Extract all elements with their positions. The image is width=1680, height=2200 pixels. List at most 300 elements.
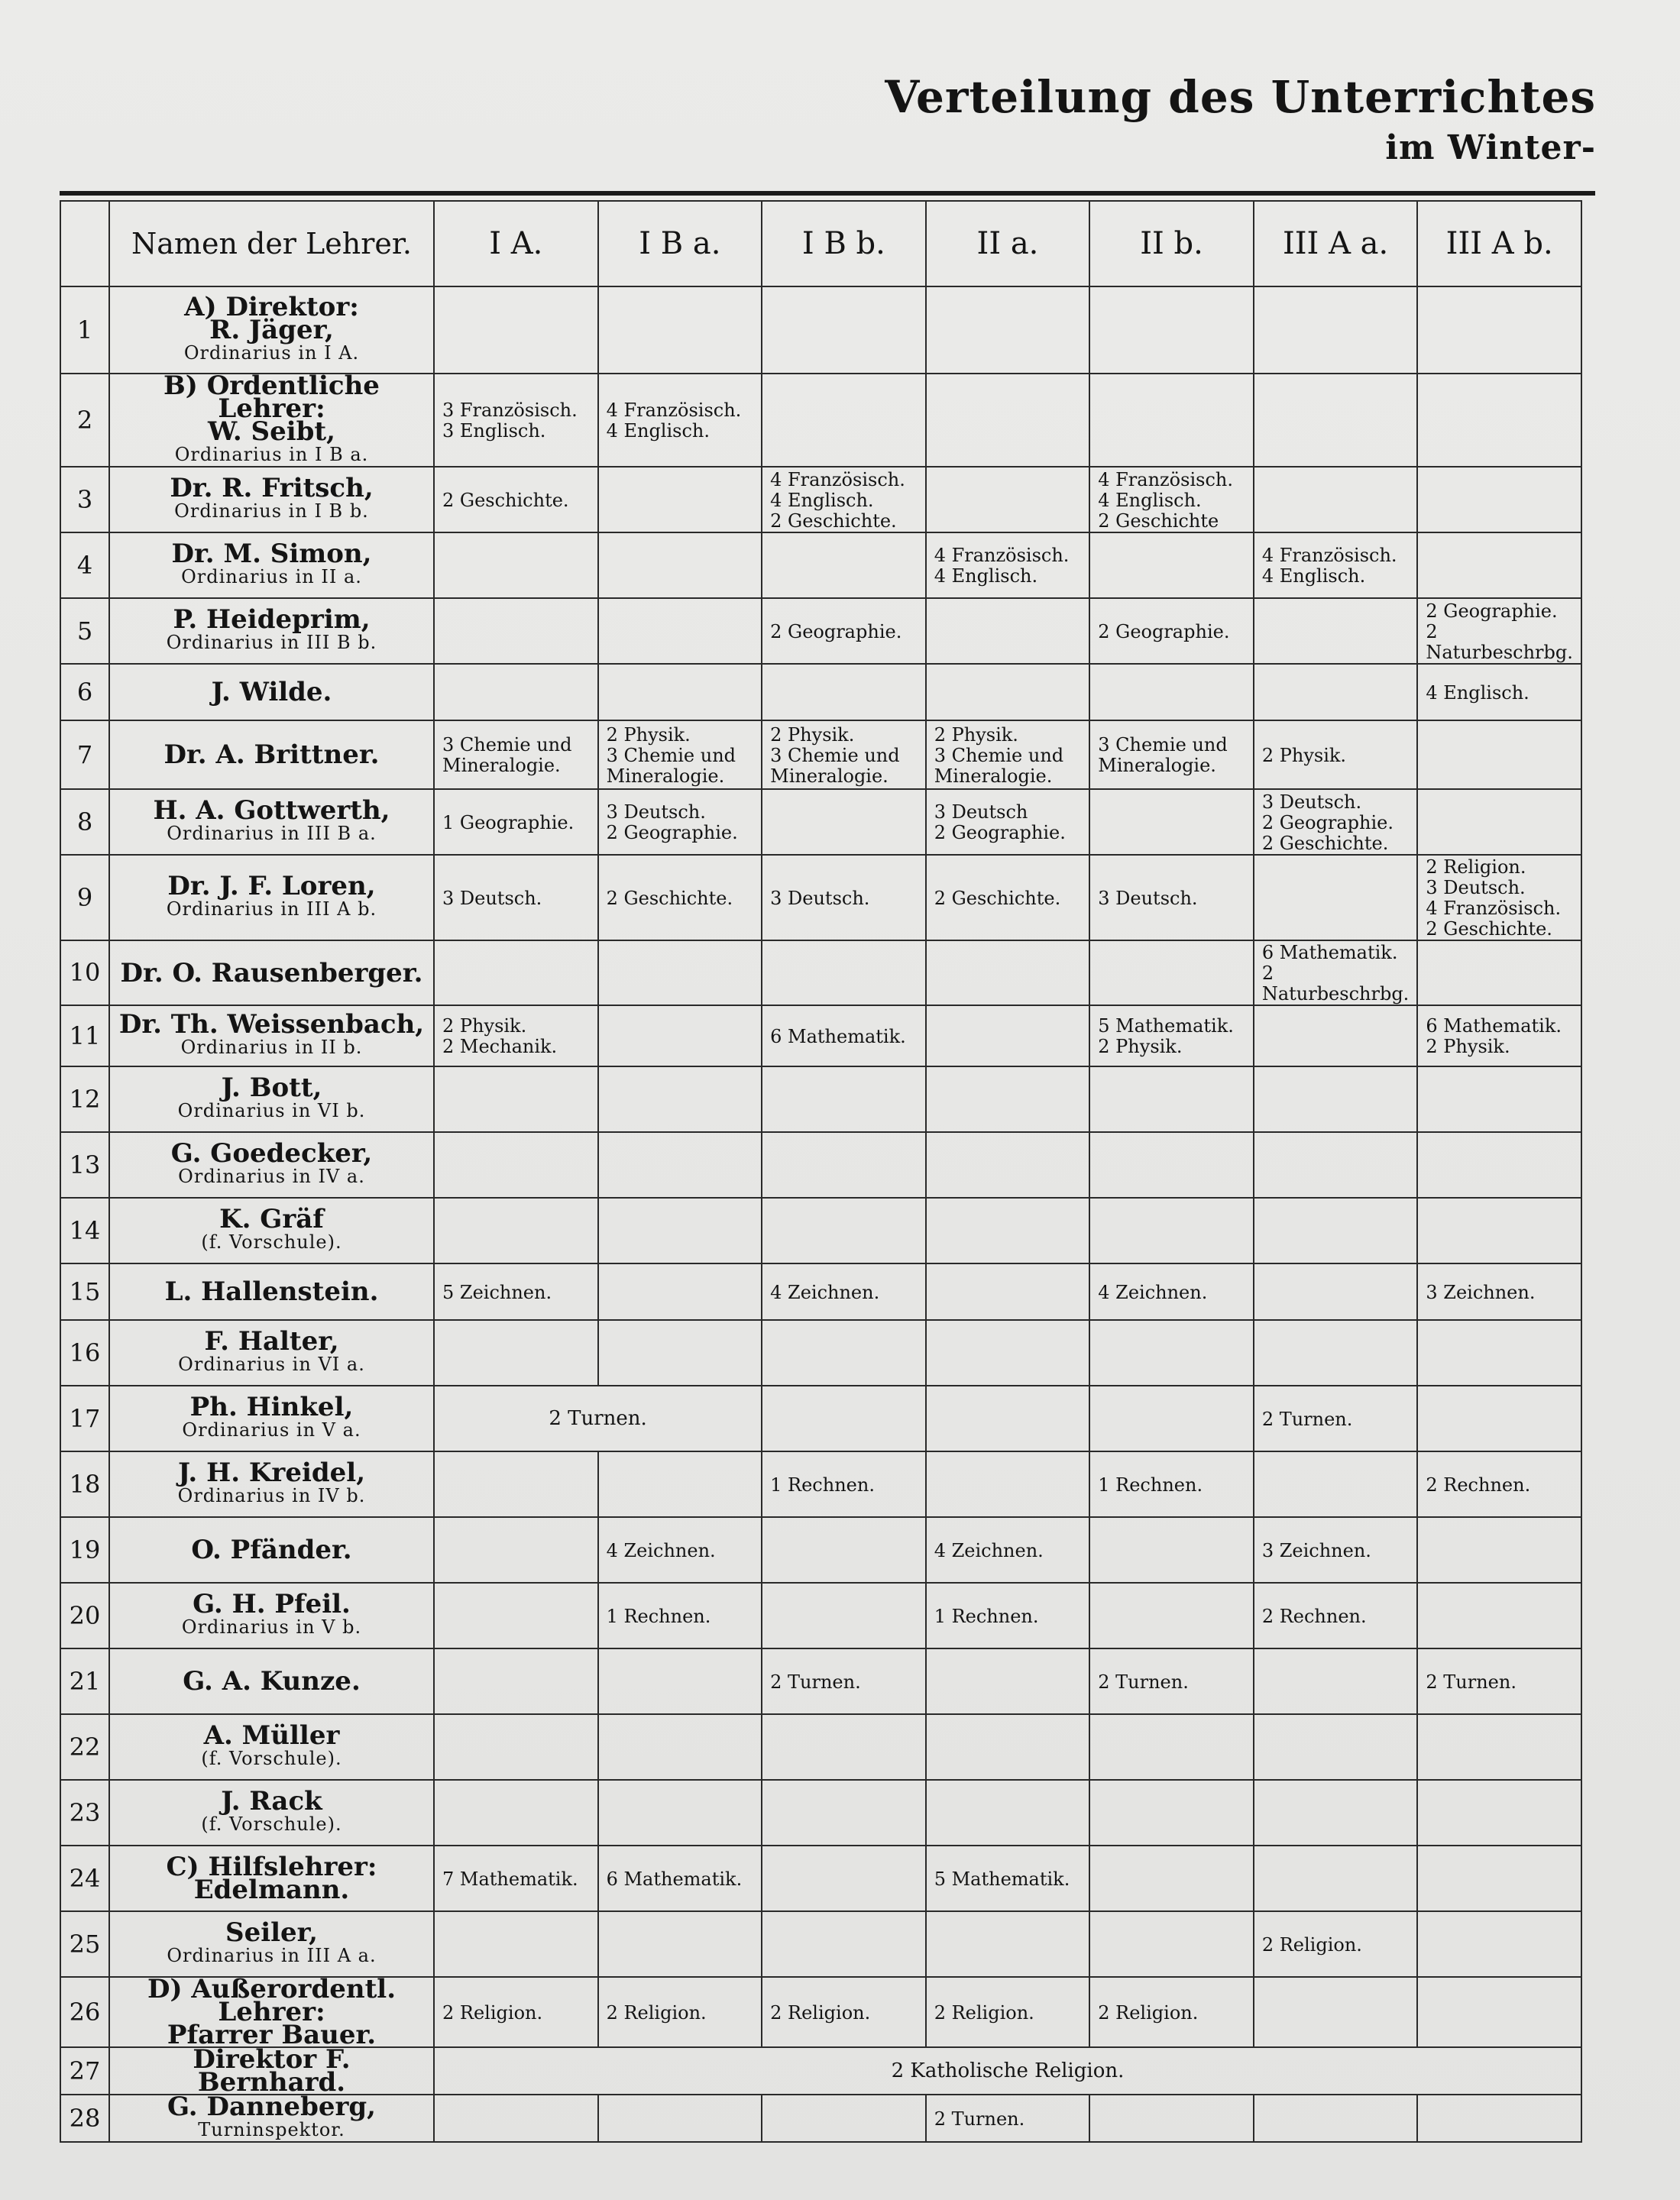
subject-cell — [1417, 286, 1581, 374]
subject-cell — [1417, 1977, 1581, 2047]
subject-cell: 2 Religion. — [762, 1977, 926, 2047]
row-number: 28 — [60, 2095, 109, 2142]
teacher-cell — [109, 1132, 434, 1198]
teacher-ordinarius: Ordinarius in I A. — [183, 342, 360, 364]
subject-cell: 1 Geographie. — [434, 789, 598, 855]
teacher-ordinarius: Ordinarius in V b. — [181, 1616, 362, 1638]
header-iba: I B a. — [598, 201, 762, 286]
subject-cell — [762, 2095, 926, 2142]
merged-subject-cell: 2 Turnen. — [434, 1386, 762, 1451]
row-number: 25 — [60, 1911, 109, 1977]
header-iia: II a. — [926, 201, 1090, 286]
subject-cell: 3 Deutsch. — [762, 855, 926, 940]
row-number: 23 — [60, 1780, 109, 1846]
teacher-cell — [109, 1780, 434, 1846]
teacher-name: Dr. M. Simon, — [171, 539, 372, 569]
table-row — [60, 1648, 1581, 1714]
subject-cell — [1089, 374, 1254, 467]
table-row — [60, 1714, 1581, 1780]
subject-cell — [598, 598, 762, 664]
subject-cell — [762, 1714, 926, 1780]
subject-cell: 3 Chemie und Mineralogie. — [1089, 720, 1254, 789]
subject-cell — [1417, 1320, 1581, 1386]
row-number: 20 — [60, 1583, 109, 1648]
subject-cell — [762, 1846, 926, 1911]
subject-cell — [1254, 1714, 1418, 1780]
teacher-ordinarius: Ordinarius in VI a. — [178, 1354, 365, 1375]
subject-cell: 2 Geschichte. — [926, 855, 1090, 940]
subject-cell — [598, 532, 762, 598]
table-row — [60, 1846, 1581, 1911]
subject-cell: 2 Physik. 3 Chemie und Mineralogie. — [926, 720, 1090, 789]
subject-cell — [1417, 1846, 1581, 1911]
teacher-ordinarius: Turninspektor. — [198, 2119, 345, 2140]
teacher-cell — [109, 1517, 434, 1583]
teacher-cell — [109, 598, 434, 664]
subject-cell: 5 Zeichnen. — [434, 1263, 598, 1320]
subject-cell — [1417, 789, 1581, 855]
subject-cell — [1254, 1198, 1418, 1263]
subject-cell — [926, 1198, 1090, 1263]
subject-cell — [598, 940, 762, 1005]
subject-cell: 4 Zeichnen. — [762, 1263, 926, 1320]
subject-cell — [1089, 1066, 1254, 1132]
subject-cell — [762, 1386, 926, 1451]
subject-cell: 2 Religion. — [598, 1977, 762, 2047]
teacher-category: B) Ordentliche Lehrer: — [163, 374, 380, 424]
subject-cell — [1089, 286, 1254, 374]
subject-cell — [1254, 1066, 1418, 1132]
teacher-name: G. Danneberg, — [167, 2095, 376, 2122]
subject-cell — [434, 1648, 598, 1714]
table-row — [60, 789, 1581, 855]
table-row — [60, 720, 1581, 789]
subject-cell — [762, 1198, 926, 1263]
row-number: 2 — [60, 374, 109, 467]
row-number: 26 — [60, 1977, 109, 2047]
subject-cell — [1089, 1714, 1254, 1780]
subject-cell — [1089, 532, 1254, 598]
schedule-table — [60, 200, 1582, 2143]
subject-cell — [1089, 789, 1254, 855]
table-row — [60, 1583, 1581, 1648]
row-number: 1 — [60, 286, 109, 374]
teacher-cell — [109, 664, 434, 720]
teacher-name: Direktor F. Bernhard. — [193, 2047, 351, 2095]
table-row — [60, 1263, 1581, 1320]
subject-cell: 2 Turnen. — [1089, 1648, 1254, 1714]
teacher-ordinarius: Ordinarius in II a. — [181, 566, 362, 587]
subject-cell — [1417, 1066, 1581, 1132]
subject-cell: 5 Mathematik. — [926, 1846, 1090, 1911]
table-body — [60, 286, 1581, 2142]
header-iiiab: III A b. — [1417, 201, 1581, 286]
subject-cell — [598, 1132, 762, 1198]
subject-cell: 2 Physik. 3 Chemie und Mineralogie. — [762, 720, 926, 789]
subject-cell: 2 Turnen. — [1254, 1386, 1418, 1451]
teacher-name: L. Hallenstein. — [164, 1276, 379, 1307]
teacher-ordinarius: Ordinarius in IV b. — [177, 1485, 366, 1506]
row-number: 22 — [60, 1714, 109, 1780]
subject-cell — [598, 1714, 762, 1780]
teacher-name: J. Bott, — [221, 1072, 322, 1103]
subject-cell — [1417, 1386, 1581, 1451]
table-row — [60, 1132, 1581, 1198]
teacher-cell — [109, 2095, 434, 2142]
subject-cell — [1089, 664, 1254, 720]
teacher-cell — [109, 1263, 434, 1320]
subject-cell — [1254, 1132, 1418, 1198]
subject-cell — [1417, 1132, 1581, 1198]
subject-cell — [762, 1320, 926, 1386]
subject-cell: 2 Geographie. 2 Naturbeschrbg. — [1417, 598, 1581, 664]
table-row — [60, 1780, 1581, 1846]
teacher-ordinarius: Ordinarius in III A b. — [166, 898, 377, 920]
teacher-name: J. H. Kreidel, — [177, 1458, 366, 1488]
teacher-name: R. Jäger, — [209, 315, 334, 345]
teacher-name: Dr. J. F. Loren, — [167, 871, 376, 901]
teacher-cell — [109, 1977, 434, 2047]
subject-cell — [434, 1517, 598, 1583]
teacher-name: Dr. O. Rausenberger. — [120, 957, 423, 988]
subject-cell — [762, 1066, 926, 1132]
subject-cell — [762, 286, 926, 374]
subject-cell — [1089, 1132, 1254, 1198]
subject-cell: 3 Zeichnen. — [1417, 1263, 1581, 1320]
subject-cell — [598, 286, 762, 374]
subject-cell — [762, 374, 926, 467]
subject-cell: 3 Deutsch. — [1089, 855, 1254, 940]
subject-cell: 4 Französisch. 4 Englisch. — [598, 374, 762, 467]
teacher-name: Dr. Th. Weissenbach, — [118, 1009, 425, 1040]
teacher-ordinarius: Ordinarius in V a. — [182, 1419, 361, 1441]
row-number: 9 — [60, 855, 109, 940]
table-row — [60, 532, 1581, 598]
teacher-name: G. H. Pfeil. — [193, 1589, 351, 1619]
teacher-ordinarius: Ordinarius in III A a. — [167, 1945, 377, 1966]
header-iiiaa: III A a. — [1254, 201, 1418, 286]
subject-cell — [434, 1780, 598, 1846]
subject-cell: 2 Rechnen. — [1254, 1583, 1418, 1648]
subject-cell — [1254, 1977, 1418, 2047]
subject-cell — [926, 1263, 1090, 1320]
subject-cell: 2 Religion. — [1254, 1911, 1418, 1977]
teacher-ordinarius: (f. Vorschule). — [201, 1231, 342, 1253]
subject-cell — [434, 1911, 598, 1977]
subject-cell — [434, 1714, 598, 1780]
teacher-name: P. Heideprim, — [173, 604, 371, 635]
subject-cell — [598, 1263, 762, 1320]
subject-cell — [762, 1132, 926, 1198]
subject-cell — [1254, 467, 1418, 532]
subject-cell — [434, 664, 598, 720]
subject-cell — [926, 1005, 1090, 1066]
subject-cell — [434, 286, 598, 374]
subject-cell — [1417, 1714, 1581, 1780]
teacher-cell — [109, 1005, 434, 1066]
subject-cell: 2 Religion. 3 Deutsch. 4 Französisch. 2 Geschichte. — [1417, 855, 1581, 940]
subject-cell — [762, 940, 926, 1005]
subject-cell: 6 Mathematik. 2 Naturbeschrbg. — [1254, 940, 1418, 1005]
subject-cell — [598, 664, 762, 720]
table-row — [60, 1977, 1581, 2047]
subject-cell: 4 Französisch. 4 Englisch. 2 Geschichte — [1089, 467, 1254, 532]
teacher-cell — [109, 286, 434, 374]
subject-cell — [1417, 1517, 1581, 1583]
subject-cell: 1 Rechnen. — [762, 1451, 926, 1517]
subject-cell — [926, 1780, 1090, 1846]
teacher-ordinarius: Ordinarius in I B b. — [174, 500, 369, 522]
row-number: 21 — [60, 1648, 109, 1714]
subject-cell: 2 Turnen. — [1417, 1648, 1581, 1714]
subject-cell — [434, 1583, 598, 1648]
page-subtitle: im Winter- — [1385, 128, 1596, 167]
teacher-ordinarius: (f. Vorschule). — [201, 1813, 342, 1835]
teacher-cell — [109, 1583, 434, 1648]
subject-cell: 3 Zeichnen. — [1254, 1517, 1418, 1583]
subject-cell — [434, 1066, 598, 1132]
subject-cell: 3 Deutsch. 2 Geographie. 2 Geschichte. — [1254, 789, 1418, 855]
subject-cell: 2 Turnen. — [926, 2095, 1090, 2142]
table-row — [60, 286, 1581, 374]
teacher-name: K. Gräf — [219, 1204, 324, 1234]
subject-cell: 3 Deutsch 2 Geographie. — [926, 789, 1090, 855]
subject-cell: 6 Mathematik. — [598, 1846, 762, 1911]
subject-cell — [1089, 1517, 1254, 1583]
subject-cell — [1254, 664, 1418, 720]
subject-cell — [926, 1451, 1090, 1517]
subject-cell — [926, 1386, 1090, 1451]
subject-cell: 3 Französisch. 3 Englisch. — [434, 374, 598, 467]
subject-cell — [1089, 1198, 1254, 1263]
subject-cell: 3 Chemie und Mineralogie. — [434, 720, 598, 789]
subject-cell: 2 Geographie. — [1089, 598, 1254, 664]
subject-cell — [1417, 1780, 1581, 1846]
row-number: 3 — [60, 467, 109, 532]
row-number: 17 — [60, 1386, 109, 1451]
subject-cell — [434, 2095, 598, 2142]
teacher-cell — [109, 1911, 434, 1977]
subject-cell — [762, 1780, 926, 1846]
subject-cell: 4 Zeichnen. — [598, 1517, 762, 1583]
subject-cell: 4 Französisch. 4 Englisch. — [1254, 532, 1418, 598]
subject-cell — [926, 1648, 1090, 1714]
teacher-name: G. Goedecker, — [170, 1138, 373, 1169]
subject-cell — [434, 1320, 598, 1386]
subject-cell: 3 Deutsch. — [434, 855, 598, 940]
subject-cell — [1417, 374, 1581, 467]
table-row — [60, 2095, 1581, 2142]
subject-cell — [1089, 1386, 1254, 1451]
subject-cell — [598, 1451, 762, 1517]
teacher-cell — [109, 467, 434, 532]
row-number: 5 — [60, 598, 109, 664]
subject-cell — [1254, 1005, 1418, 1066]
teacher-name: A. Müller — [203, 1720, 340, 1751]
subject-cell — [762, 1517, 926, 1583]
table-row — [60, 1911, 1581, 1977]
subject-cell — [1254, 286, 1418, 374]
subject-cell: 2 Religion. — [434, 1977, 598, 2047]
subject-cell — [926, 1911, 1090, 1977]
row-number: 4 — [60, 532, 109, 598]
teacher-category: D) Außerordentl. Lehrer: — [147, 1977, 397, 2027]
teacher-name: Edelmann. — [193, 1875, 350, 1905]
subject-cell — [1417, 532, 1581, 598]
subject-cell — [762, 532, 926, 598]
subject-cell — [1254, 374, 1418, 467]
table-row — [60, 467, 1581, 532]
teacher-cell — [109, 1320, 434, 1386]
header-ia: I A. — [434, 201, 598, 286]
teacher-cell — [109, 2047, 434, 2095]
subject-cell: 2 Geographie. — [762, 598, 926, 664]
teacher-cell — [109, 532, 434, 598]
teacher-cell — [109, 374, 434, 467]
subject-cell: 2 Turnen. — [762, 1648, 926, 1714]
table-row — [60, 1517, 1581, 1583]
subject-cell — [598, 1911, 762, 1977]
subject-cell — [598, 1005, 762, 1066]
subject-cell — [1254, 1451, 1418, 1517]
subject-cell: 6 Mathematik. 2 Physik. — [1417, 1005, 1581, 1066]
subject-cell — [1089, 2095, 1254, 2142]
subject-cell — [926, 1066, 1090, 1132]
teacher-name: Pfarrer Bauer. — [167, 2020, 377, 2047]
subject-cell — [598, 467, 762, 532]
subject-cell — [1254, 1846, 1418, 1911]
subject-cell — [434, 1451, 598, 1517]
teacher-cell — [109, 855, 434, 940]
teacher-name: Dr. A. Brittner. — [163, 739, 380, 770]
subject-cell — [1254, 855, 1418, 940]
row-number: 14 — [60, 1198, 109, 1263]
subject-cell: 2 Geschichte. — [598, 855, 762, 940]
teacher-cell — [109, 789, 434, 855]
row-number: 18 — [60, 1451, 109, 1517]
subject-cell — [1089, 1583, 1254, 1648]
subject-cell — [1417, 1911, 1581, 1977]
subject-cell — [434, 532, 598, 598]
subject-cell — [1089, 1911, 1254, 1977]
row-number: 13 — [60, 1132, 109, 1198]
header-teacher-names: Namen der Lehrer. — [109, 201, 434, 286]
subject-cell — [762, 1583, 926, 1648]
teacher-ordinarius: Ordinarius in VI b. — [177, 1100, 366, 1121]
subject-cell — [926, 374, 1090, 467]
subject-cell: 2 Geschichte. — [434, 467, 598, 532]
row-number: 24 — [60, 1846, 109, 1911]
row-number: 6 — [60, 664, 109, 720]
table-row — [60, 1320, 1581, 1386]
subject-cell — [762, 1911, 926, 1977]
teacher-ordinarius: (f. Vorschule). — [201, 1748, 342, 1769]
subject-cell — [1254, 2095, 1418, 2142]
subject-cell — [434, 1132, 598, 1198]
teacher-category: C) Hilfslehrer: — [166, 1852, 377, 1882]
subject-cell — [1417, 1583, 1581, 1648]
subject-cell — [926, 1320, 1090, 1386]
table-row — [60, 855, 1581, 940]
teacher-ordinarius: Ordinarius in III B a. — [167, 823, 377, 844]
subject-cell — [598, 1320, 762, 1386]
header-number — [60, 201, 109, 286]
subject-cell: 2 Physik. — [1254, 720, 1418, 789]
subject-cell — [598, 2095, 762, 2142]
subject-cell — [1089, 1780, 1254, 1846]
subject-cell — [926, 286, 1090, 374]
table-row — [60, 1386, 1581, 1451]
teacher-name: O. Pfänder. — [191, 1535, 352, 1565]
row-number: 12 — [60, 1066, 109, 1132]
teacher-ordinarius: Ordinarius in II b. — [180, 1037, 363, 1058]
subject-cell — [1089, 1320, 1254, 1386]
subject-cell — [926, 467, 1090, 532]
row-number: 10 — [60, 940, 109, 1005]
subject-cell: 2 Physik. 3 Chemie und Mineralogie. — [598, 720, 762, 789]
subject-cell — [1089, 1846, 1254, 1911]
subject-cell — [1417, 1198, 1581, 1263]
subject-cell — [1254, 1320, 1418, 1386]
teacher-cell — [109, 1714, 434, 1780]
subject-cell: 4 Französisch. 4 Englisch. — [926, 532, 1090, 598]
subject-cell — [1254, 598, 1418, 664]
subject-cell: 1 Rechnen. — [1089, 1451, 1254, 1517]
teacher-name: Seiler, — [225, 1917, 318, 1948]
teacher-category: A) Direktor: — [184, 292, 359, 322]
subject-cell — [1417, 720, 1581, 789]
subject-cell: 1 Rechnen. — [598, 1583, 762, 1648]
subject-cell — [762, 664, 926, 720]
subject-cell — [1254, 1263, 1418, 1320]
subject-cell — [926, 664, 1090, 720]
subject-cell — [1417, 467, 1581, 532]
teacher-ordinarius: Ordinarius in IV a. — [178, 1166, 365, 1187]
row-number: 8 — [60, 789, 109, 855]
header-iib: II b. — [1089, 201, 1254, 286]
teacher-cell — [109, 1648, 434, 1714]
subject-cell: 2 Religion. — [1089, 1977, 1254, 2047]
row-number: 7 — [60, 720, 109, 789]
table-row — [60, 940, 1581, 1005]
subject-cell — [434, 598, 598, 664]
teacher-ordinarius: Ordinarius in III B b. — [166, 632, 377, 653]
subject-cell — [1254, 1648, 1418, 1714]
teacher-cell — [109, 1451, 434, 1517]
subject-cell — [762, 789, 926, 855]
teacher-name: W. Seibt, — [208, 416, 335, 447]
table-row — [60, 1198, 1581, 1263]
teacher-cell — [109, 940, 434, 1005]
teacher-cell — [109, 1386, 434, 1451]
teacher-cell — [109, 1846, 434, 1911]
table-row — [60, 1005, 1581, 1066]
subject-cell — [1254, 1780, 1418, 1846]
merged-subject-cell: 2 Katholische Religion. — [434, 2047, 1581, 2095]
subject-cell: 3 Deutsch. 2 Geographie. — [598, 789, 762, 855]
teacher-name: Dr. R. Fritsch, — [170, 473, 374, 503]
subject-cell — [434, 1198, 598, 1263]
teacher-name: J. Wilde. — [211, 677, 332, 707]
subject-cell — [1417, 2095, 1581, 2142]
subject-cell: 2 Rechnen. — [1417, 1451, 1581, 1517]
teacher-name: H. A. Gottwerth, — [153, 795, 390, 826]
row-number: 15 — [60, 1263, 109, 1320]
row-number: 19 — [60, 1517, 109, 1583]
teacher-name: Ph. Hinkel, — [189, 1392, 354, 1422]
subject-cell: 4 Französisch. 4 Englisch. 2 Geschichte. — [762, 467, 926, 532]
page-title: Verteilung des Unterrichtes — [885, 71, 1596, 123]
